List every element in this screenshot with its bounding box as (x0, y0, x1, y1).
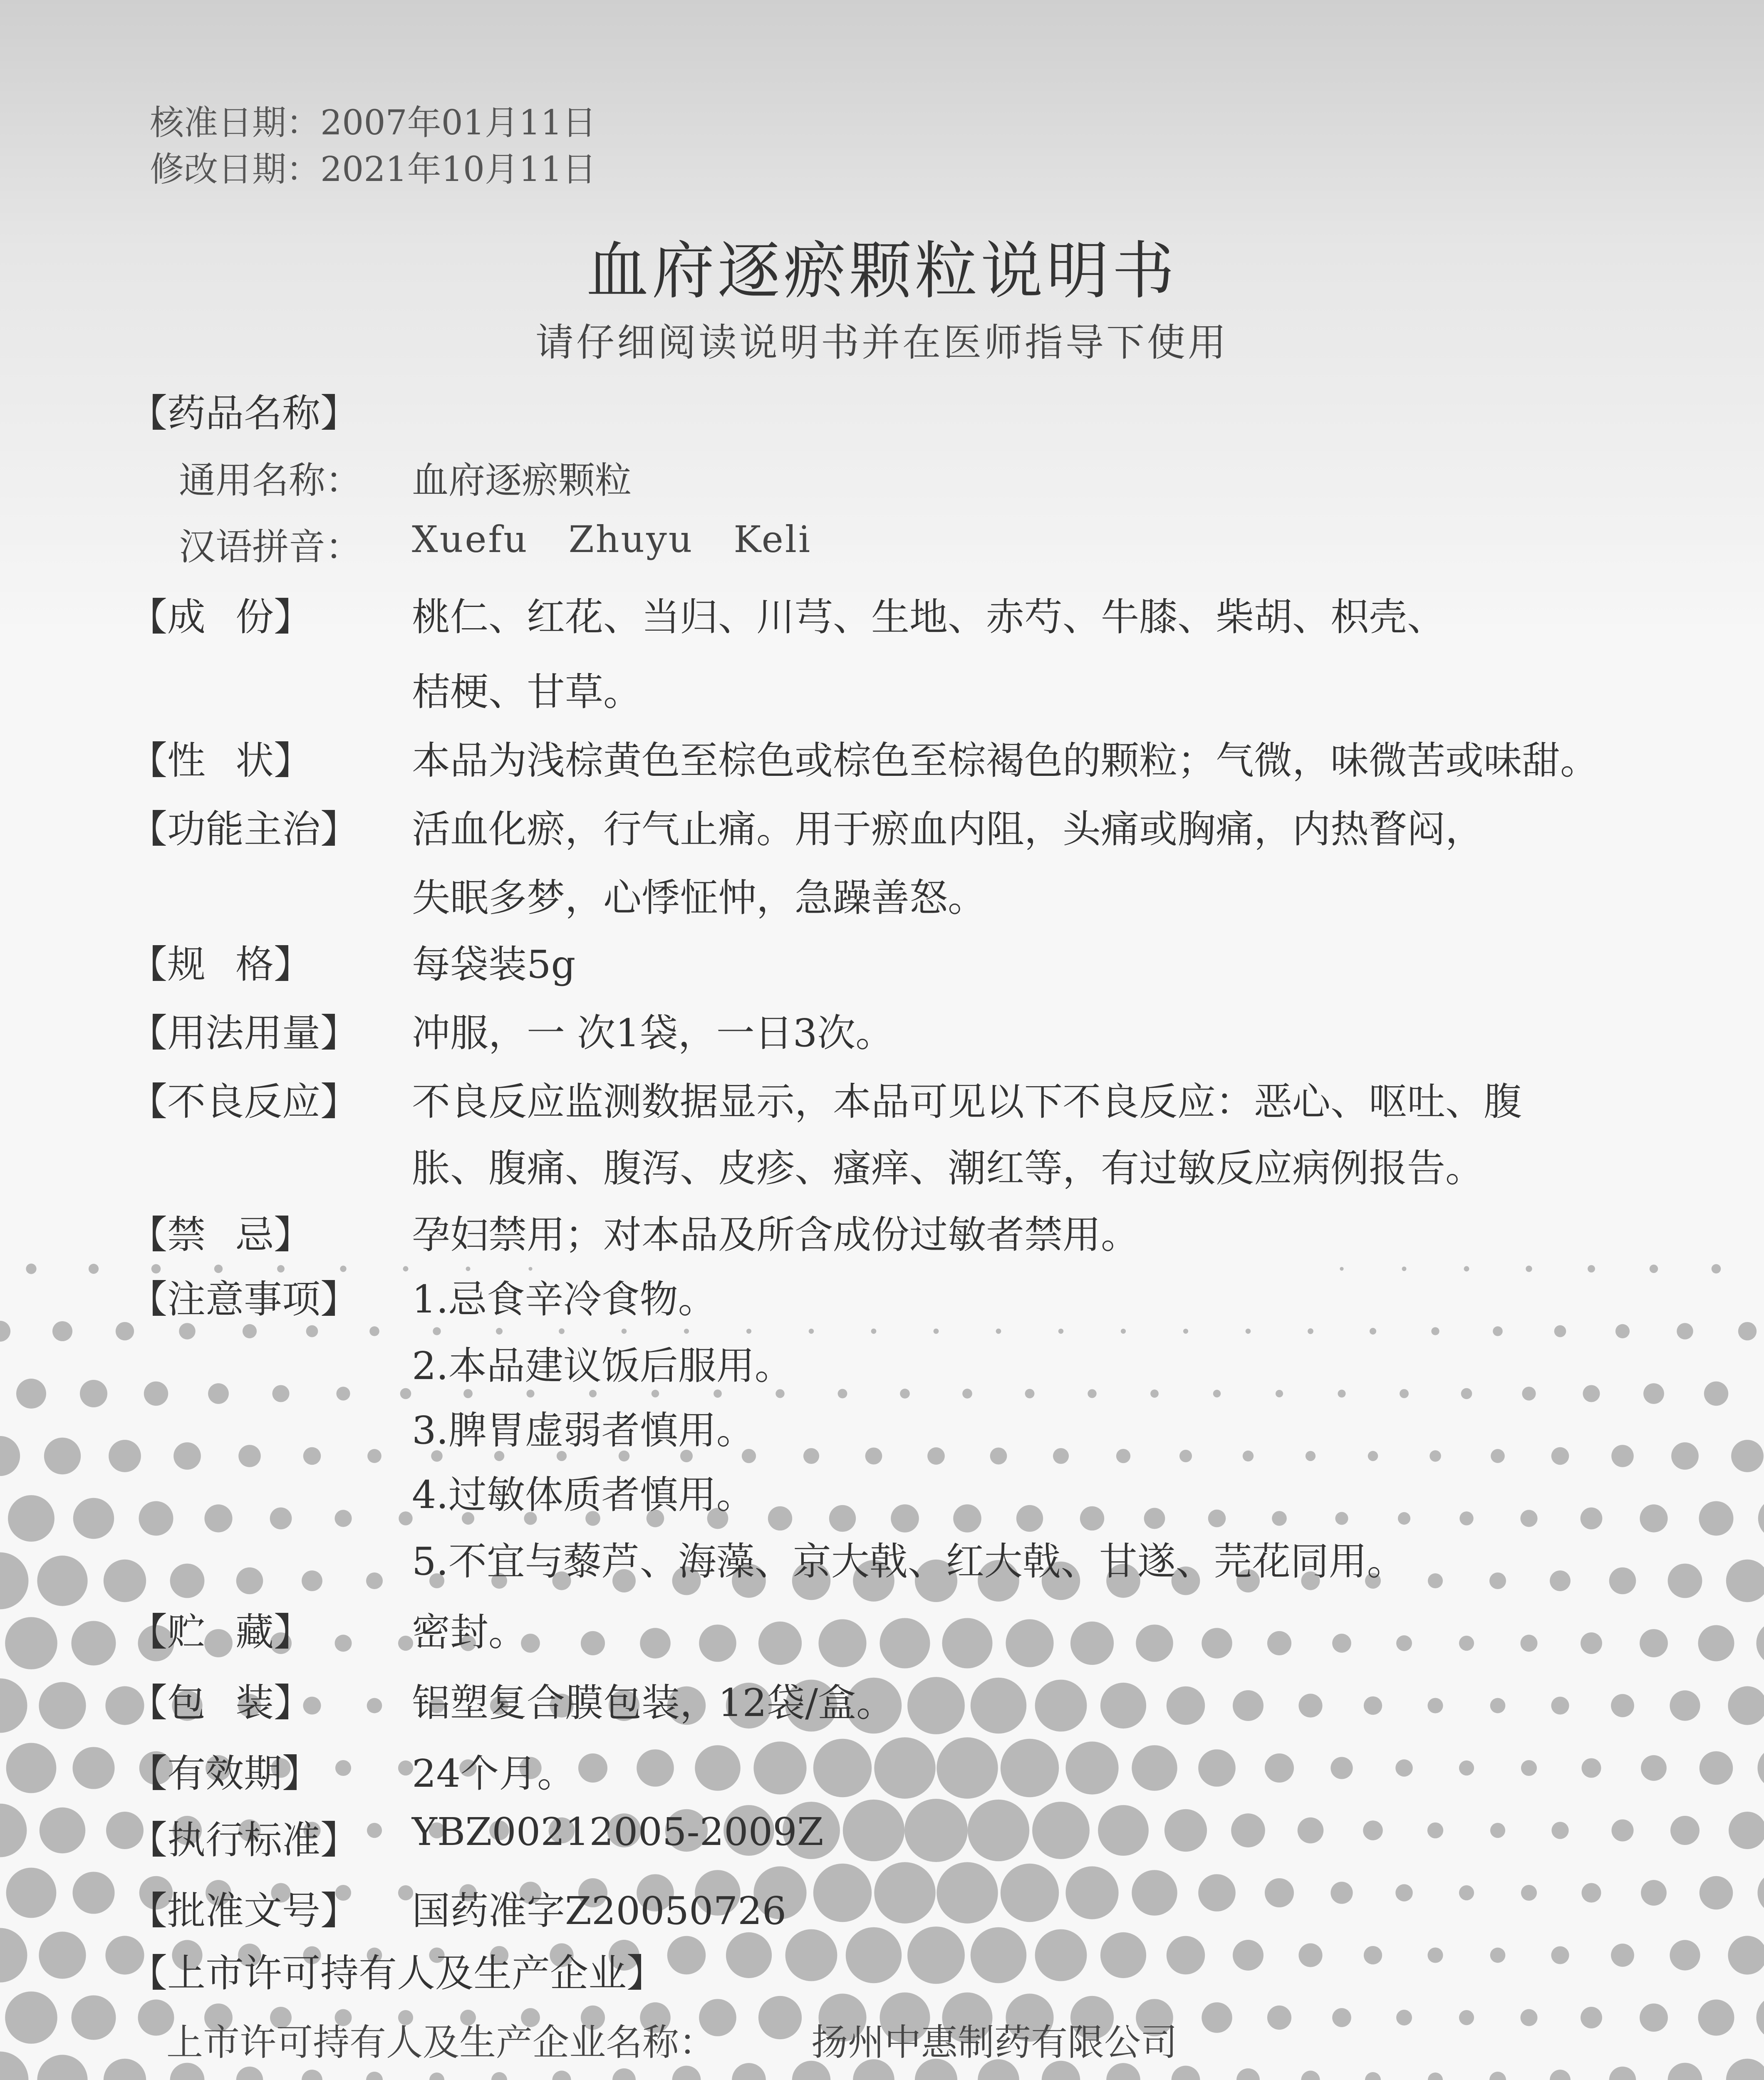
contra-text: 孕妇禁用；对本品及所含成份过敏者禁用。 (412, 1213, 1140, 1257)
label-part: 效 (206, 1751, 244, 1796)
label-part: 份】 (235, 595, 312, 639)
validity-text: 24个月。 (412, 1751, 576, 1796)
package-text: 铝塑复合膜包装，12袋/盒。 (412, 1681, 895, 1725)
indications-line-2: 失眠多梦，心悸怔忡，急躁善怒。 (412, 876, 986, 920)
label-part: 【成 (129, 595, 206, 639)
label-standard: 【执行标准】 (129, 1818, 359, 1862)
precaution-item-3: 3.脾胃虚弱者慎用。 (412, 1408, 755, 1453)
page-subtitle: 请仔细阅读说明书并在医师指导下使用 (535, 320, 1229, 365)
label-part: 装】 (235, 1681, 312, 1725)
label-indications: 【功能主治】 (129, 807, 359, 852)
label-part: 【规 (129, 942, 206, 987)
label-validity (129, 1743, 387, 1798)
label-spec (129, 934, 387, 989)
label-appearance (129, 730, 387, 785)
label-drug-name: 【药品名称】 (129, 391, 359, 436)
label-part: 【有 (129, 1751, 206, 1796)
ingredients-line-1: 桃仁、红花、当归、川芎、生地、赤芍、牛膝、柴胡、枳壳、 (412, 595, 1446, 639)
label-ingredients (129, 587, 387, 641)
appearance-text: 本品为浅棕黄色至棕色或棕色至棕褐色的颗粒；气微，味微苦或味甜。 (412, 738, 1599, 783)
precaution-item-1: 1.忌食辛冷食物。 (412, 1277, 716, 1322)
label-part: 【性 (129, 738, 206, 783)
revise-date: 修改日期：2021年10月11日 (150, 150, 597, 189)
label-precautions: 【注意事项】 (129, 1277, 359, 1322)
label-contra (129, 1204, 387, 1259)
label-part: 【贮 (129, 1610, 206, 1654)
storage-text: 密封。 (412, 1610, 527, 1654)
label-approval: 【批准文号】 (129, 1889, 359, 1933)
ingredients-line-2: 桔梗、甘草。 (412, 670, 642, 714)
label-part: 期】 (244, 1751, 321, 1796)
pinyin-label: 汉语拼音： (179, 525, 362, 568)
precaution-item-4: 4.过敏体质者慎用。 (412, 1473, 755, 1517)
generic-name-value: 血府逐瘀颗粒 (412, 459, 632, 502)
label-part: 藏】 (235, 1610, 312, 1654)
adverse-line-2: 胀、腹痛、腹泻、皮疹、瘙痒、潮红等，有过敏反应病例报告。 (412, 1146, 1484, 1191)
holder-name-value: 扬州中惠制药有限公司 (811, 2021, 1178, 2064)
standard-text: YBZ00212005-2009Z (412, 1810, 824, 1854)
label-part: 状】 (235, 738, 312, 783)
label-package (129, 1672, 387, 1727)
page-title: 血府逐瘀颗粒说明书 (586, 235, 1178, 307)
label-part: 格】 (235, 942, 312, 987)
precaution-item-2: 2.本品建议饭后服用。 (412, 1344, 793, 1388)
usage-text: 冲服，一 次1袋，一日3次。 (412, 1011, 894, 1055)
label-part: 【包 (129, 1681, 206, 1725)
label-holder: 【上市许可持有人及生产企业】 (129, 1951, 665, 1996)
label-part: 忌】 (235, 1213, 312, 1257)
generic-name-label: 通用名称： (179, 459, 362, 502)
label-usage: 【用法用量】 (129, 1011, 359, 1055)
pinyin-value: Xuefu Zhuyu Keli (412, 518, 812, 561)
label-adverse: 【不良反应】 (129, 1080, 359, 1124)
label-part: 【禁 (129, 1213, 206, 1257)
dates-block (150, 100, 596, 193)
spec-text: 每袋装5g (412, 942, 576, 987)
adverse-line-1: 不良反应监测数据显示，本品可见以下不良反应：恶心、呕吐、腹 (412, 1080, 1522, 1124)
indications-line-1: 活血化瘀，行气止痛。用于瘀血内阻，头痛或胸痛，内热瞀闷， (412, 807, 1484, 852)
approve-date: 核准日期：2007年01月11日 (150, 103, 597, 143)
approval-text: 国药准字Z20050726 (412, 1889, 787, 1933)
precaution-item-5: 5.不宜与藜芦、海藻、京大戟、红大戟、甘遂、芫花同用。 (412, 1539, 1405, 1584)
holder-name-label: 上市许可持有人及生产企业名称： (166, 2021, 716, 2064)
label-storage (129, 1602, 387, 1657)
